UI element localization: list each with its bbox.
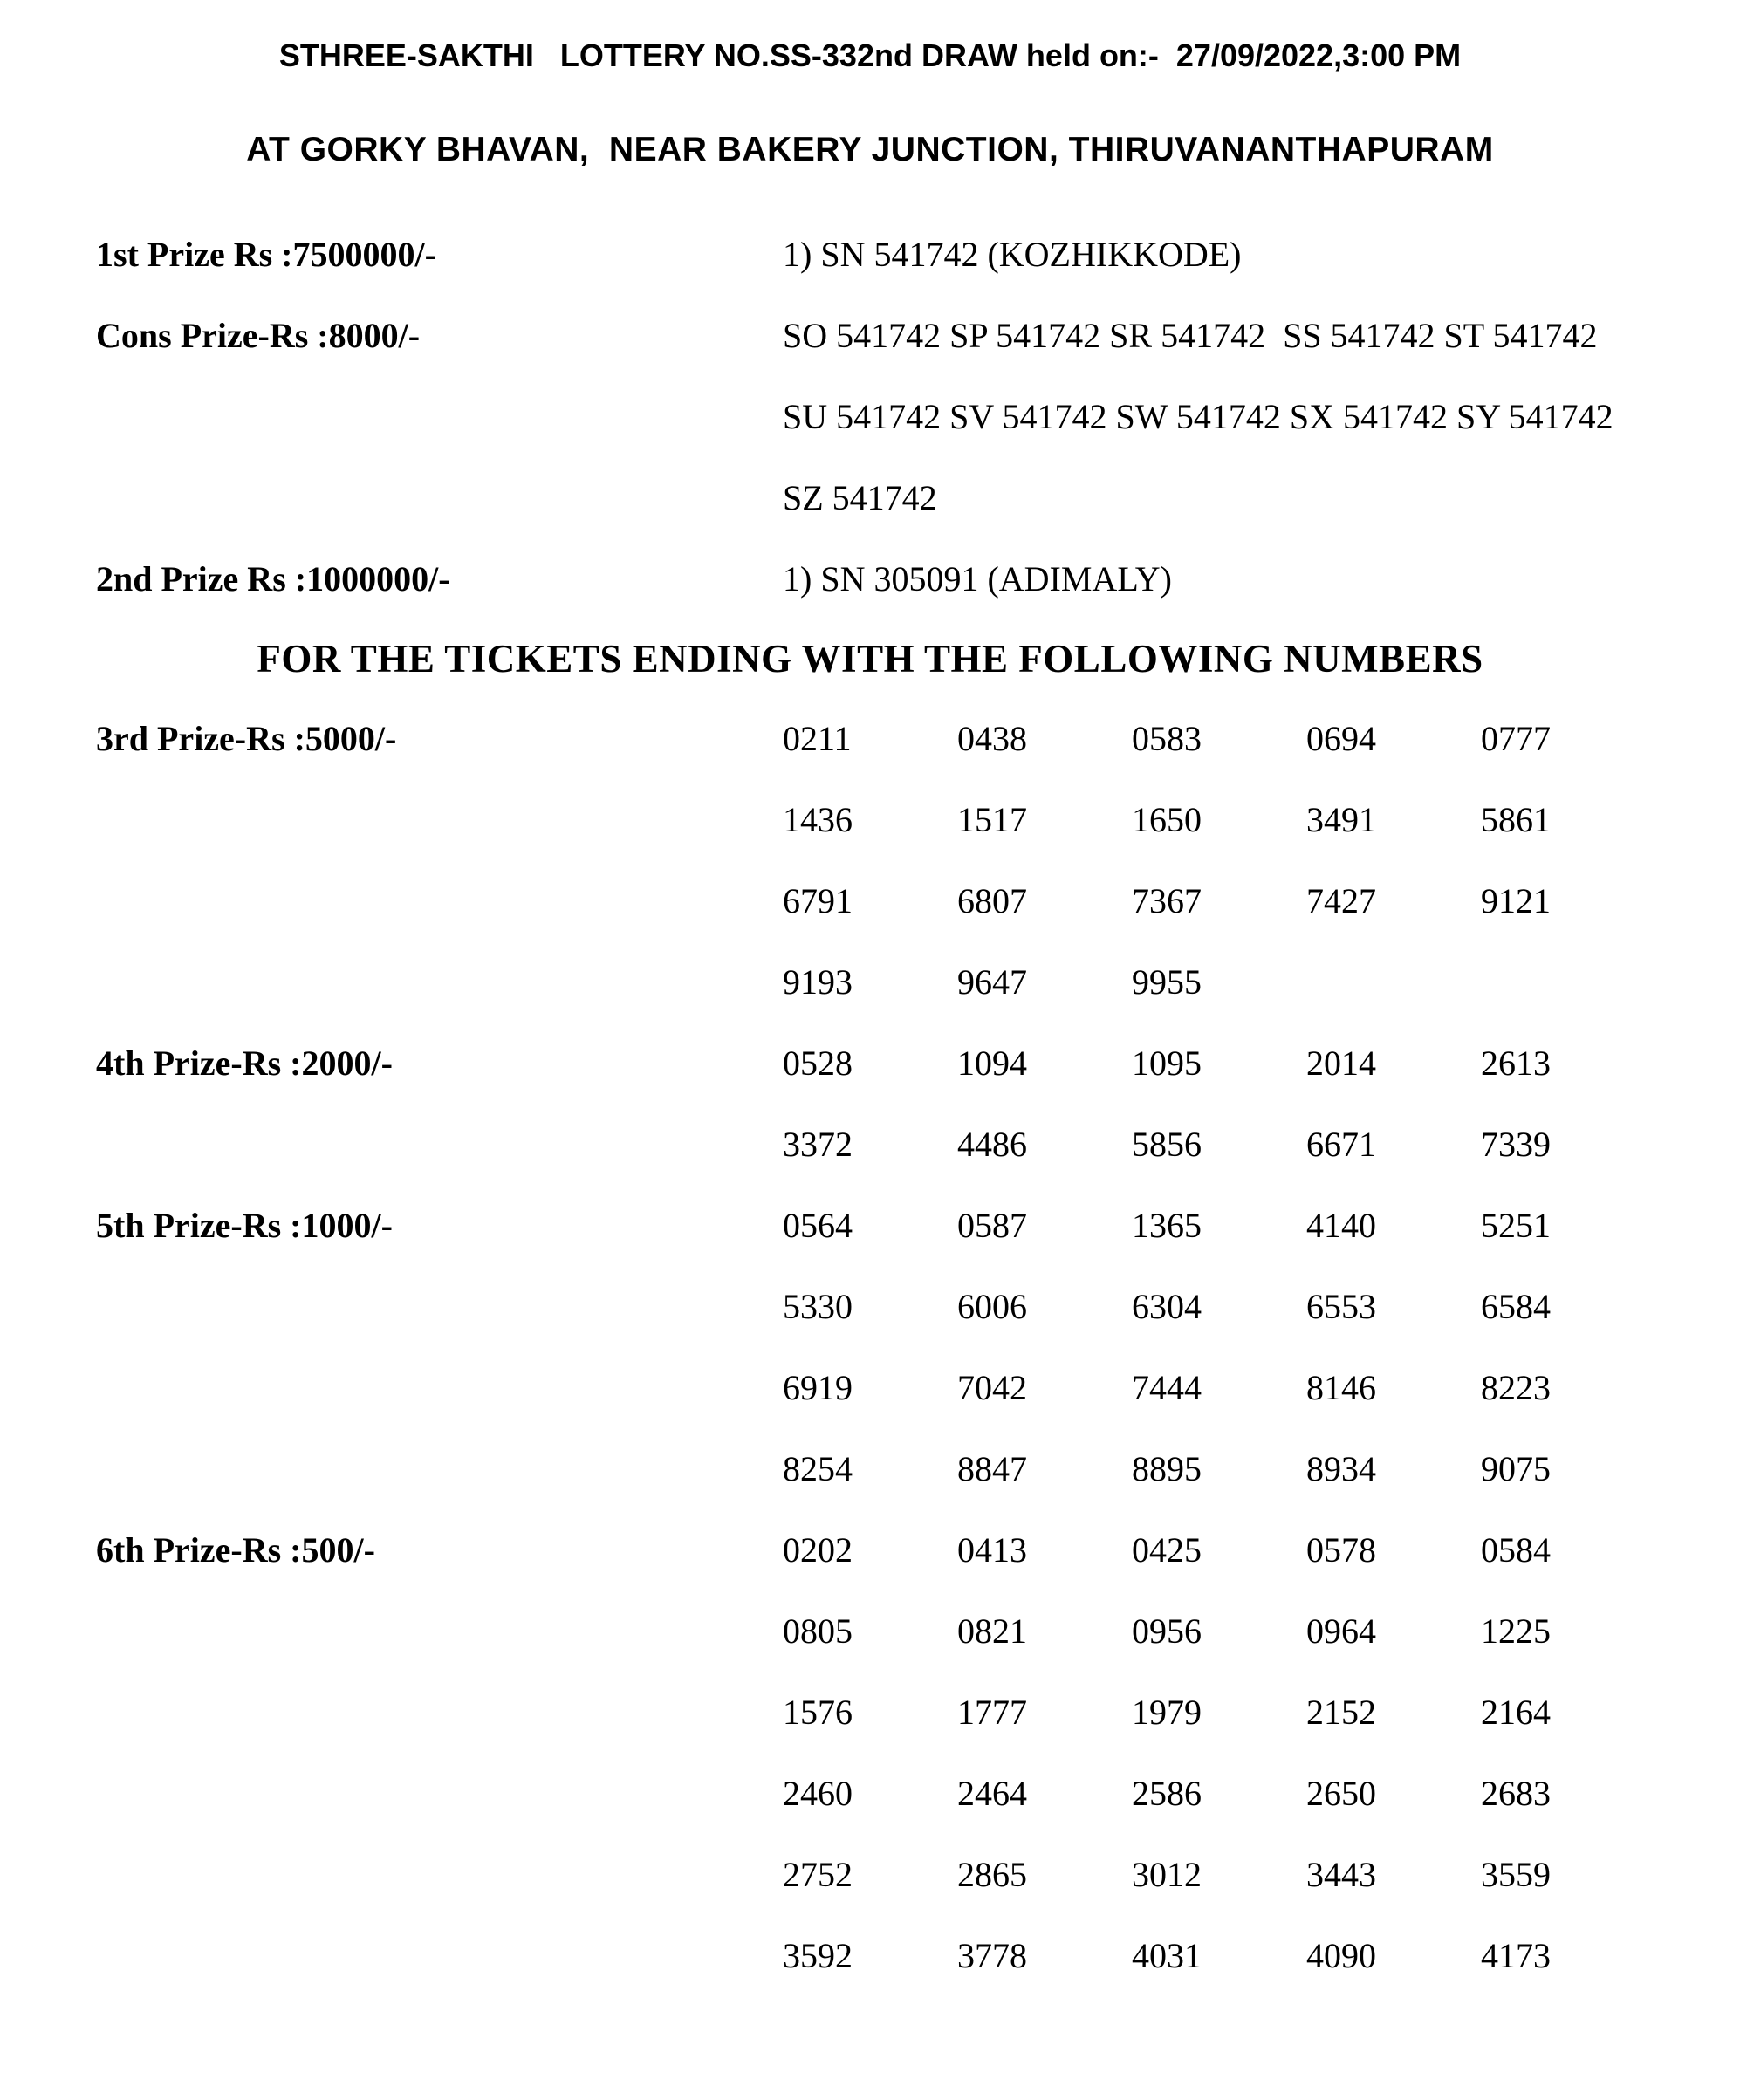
ticket-number-cell: 0805 [783, 1611, 853, 1651]
ticket-number-cell: 8223 [1481, 1368, 1551, 1407]
ticket-number-cell: 0413 [957, 1530, 1027, 1570]
ticket-number-cell: 7444 [1132, 1368, 1202, 1407]
ticket-number-cell: 3491 [1306, 800, 1376, 839]
ticket-number-cell: 0584 [1481, 1530, 1551, 1570]
ticket-number-cell: 7339 [1481, 1125, 1551, 1164]
ticket-number-cell: 8254 [783, 1449, 853, 1488]
prize-winning-numbers: 1) SN 541742 (KOZHIKKODE) [783, 235, 1242, 274]
page-title: STHREE-SAKTHI LOTTERY NO.SS-332nd DRAW held on:- 27/09/2022,3:00 PM [278, 38, 1462, 73]
ticket-number-cell: 5251 [1481, 1206, 1551, 1245]
ticket-number-cell: 2164 [1481, 1693, 1551, 1732]
ticket-number-cell: 0694 [1306, 719, 1376, 758]
prize-winning-numbers: SU 541742 SV 541742 SW 541742 SX 541742 SY 541742 [783, 397, 1613, 436]
ticket-number-cell: 1365 [1132, 1206, 1202, 1245]
ticket-number-cell: 4090 [1306, 1936, 1376, 1975]
ticket-number-cell: 8934 [1306, 1449, 1376, 1488]
ticket-number-cell: 1979 [1132, 1693, 1202, 1732]
prize-winning-numbers: 1) SN 305091 (ADIMALY) [783, 559, 1172, 599]
ticket-number-cell: 3559 [1481, 1855, 1551, 1894]
ticket-number-row [0, 1834, 1740, 1915]
ticket-number-row [0, 1509, 1740, 1590]
ticket-number-cell: 5856 [1132, 1125, 1202, 1164]
prize-row [0, 538, 1740, 619]
ticket-number-cell: 0777 [1481, 719, 1551, 758]
prize-label: 3rd Prize-Rs :5000/- [96, 719, 397, 758]
ticket-number-row [0, 1347, 1740, 1428]
section-heading: FOR THE TICKETS ENDING WITH THE FOLLOWING NUMBERS [257, 637, 1483, 681]
ticket-number-cell: 2683 [1481, 1774, 1551, 1813]
ticket-number-cell: 7042 [957, 1368, 1027, 1407]
ticket-number-row [0, 1590, 1740, 1672]
ticket-number-row [0, 1915, 1740, 1996]
ticket-number-cell: 6671 [1306, 1125, 1376, 1164]
ticket-number-cell: 6919 [783, 1368, 853, 1407]
prize-winning-numbers: SO 541742 SP 541742 SR 541742 SS 541742 ST 541742 [783, 316, 1598, 355]
ticket-number-cell: 6584 [1481, 1287, 1551, 1326]
ticket-number-cell: 0438 [957, 719, 1027, 758]
ticket-number-cell: 9955 [1132, 962, 1202, 1002]
ticket-number-cell: 1436 [783, 800, 853, 839]
ticket-number-cell: 1517 [957, 800, 1027, 839]
ticket-number-cell: 1095 [1132, 1043, 1202, 1083]
ticket-number-cell: 6807 [957, 881, 1027, 920]
ticket-number-cell: 7427 [1306, 881, 1376, 920]
ticket-number-row [0, 779, 1740, 860]
ticket-number-cell: 0821 [957, 1611, 1027, 1651]
ticket-number-cell: 3443 [1306, 1855, 1376, 1894]
prize-label: 5th Prize-Rs :1000/- [96, 1206, 393, 1245]
ticket-number-cell: 2014 [1306, 1043, 1376, 1083]
ticket-number-cell: 6791 [783, 881, 853, 920]
ticket-number-cell: 1650 [1132, 800, 1202, 839]
ticket-number-cell: 5861 [1481, 800, 1551, 839]
prize-label: 4th Prize-Rs :2000/- [96, 1043, 393, 1083]
ticket-number-cell: 2865 [957, 1855, 1027, 1894]
ticket-number-cell: 0211 [783, 719, 852, 758]
ticket-number-cell: 2152 [1306, 1693, 1376, 1732]
ticket-number-cell: 2752 [783, 1855, 853, 1894]
ticket-number-cell: 0964 [1306, 1611, 1376, 1651]
prize-row [0, 376, 1740, 457]
prize-label: 2nd Prize Rs :1000000/- [96, 559, 450, 599]
prize-label: 1st Prize Rs :7500000/- [96, 235, 436, 274]
ticket-number-cell: 0202 [783, 1530, 853, 1570]
ticket-number-cell: 2464 [957, 1774, 1027, 1813]
ticket-number-cell: 0578 [1306, 1530, 1376, 1570]
ticket-number-cell: 3592 [783, 1936, 853, 1975]
ticket-number-cell: 8895 [1132, 1449, 1202, 1488]
ticket-number-row [0, 1672, 1740, 1753]
ticket-number-cell: 6304 [1132, 1287, 1202, 1326]
prize-row [0, 457, 1740, 538]
ticket-number-cell: 4031 [1132, 1936, 1202, 1975]
ticket-number-cell: 0583 [1132, 719, 1202, 758]
ticket-number-cell: 4173 [1481, 1936, 1551, 1975]
top-prizes-section [0, 214, 1740, 619]
ticket-number-cell: 0587 [957, 1206, 1027, 1245]
prize-winning-numbers: SZ 541742 [783, 478, 937, 517]
ticket-number-cell: 0956 [1132, 1611, 1202, 1651]
ticket-number-row [0, 860, 1740, 941]
ticket-number-cell: 3372 [783, 1125, 853, 1164]
ending-prizes-section [0, 698, 1740, 1996]
ticket-number-cell: 4140 [1306, 1206, 1376, 1245]
ticket-number-cell: 2586 [1132, 1774, 1202, 1813]
ticket-number-cell: 8847 [957, 1449, 1027, 1488]
ticket-number-cell: 1576 [783, 1693, 853, 1732]
ticket-number-cell: 9647 [957, 962, 1027, 1002]
ticket-number-cell: 3012 [1132, 1855, 1202, 1894]
prize-row [0, 214, 1740, 295]
ticket-number-cell: 9193 [783, 962, 853, 1002]
ticket-number-cell: 3778 [957, 1936, 1027, 1975]
venue-line: AT GORKY BHAVAN, NEAR BAKERY JUNCTION, THIRUVANANTHAPURAM [246, 131, 1494, 168]
ticket-number-cell: 6006 [957, 1287, 1027, 1326]
ticket-number-cell: 2460 [783, 1774, 853, 1813]
ticket-number-cell: 5330 [783, 1287, 853, 1326]
ticket-number-cell: 8146 [1306, 1368, 1376, 1407]
ticket-number-cell: 1094 [957, 1043, 1027, 1083]
ticket-number-cell: 2650 [1306, 1774, 1376, 1813]
ticket-number-cell: 1225 [1481, 1611, 1551, 1651]
ticket-number-cell: 6553 [1306, 1287, 1376, 1326]
ticket-number-row [0, 1104, 1740, 1185]
ticket-number-row [0, 698, 1740, 779]
ticket-number-row [0, 1185, 1740, 1266]
ticket-number-cell: 7367 [1132, 881, 1202, 920]
ticket-number-cell: 2613 [1481, 1043, 1551, 1083]
ticket-number-cell: 0564 [783, 1206, 853, 1245]
prize-label: 6th Prize-Rs :500/- [96, 1530, 375, 1570]
prize-row [0, 295, 1740, 376]
ticket-number-cell: 9075 [1481, 1449, 1551, 1488]
ticket-number-cell: 9121 [1481, 881, 1551, 920]
ticket-number-row [0, 1266, 1740, 1347]
ticket-number-row [0, 941, 1740, 1023]
prize-label: Cons Prize-Rs :8000/- [96, 316, 421, 355]
ticket-number-cell: 4486 [957, 1125, 1027, 1164]
ticket-number-row [0, 1428, 1740, 1509]
ticket-number-row [0, 1023, 1740, 1104]
ticket-number-cell: 1777 [957, 1693, 1027, 1732]
ticket-number-cell: 0528 [783, 1043, 853, 1083]
ticket-number-cell: 0425 [1132, 1530, 1202, 1570]
ticket-number-row [0, 1753, 1740, 1834]
